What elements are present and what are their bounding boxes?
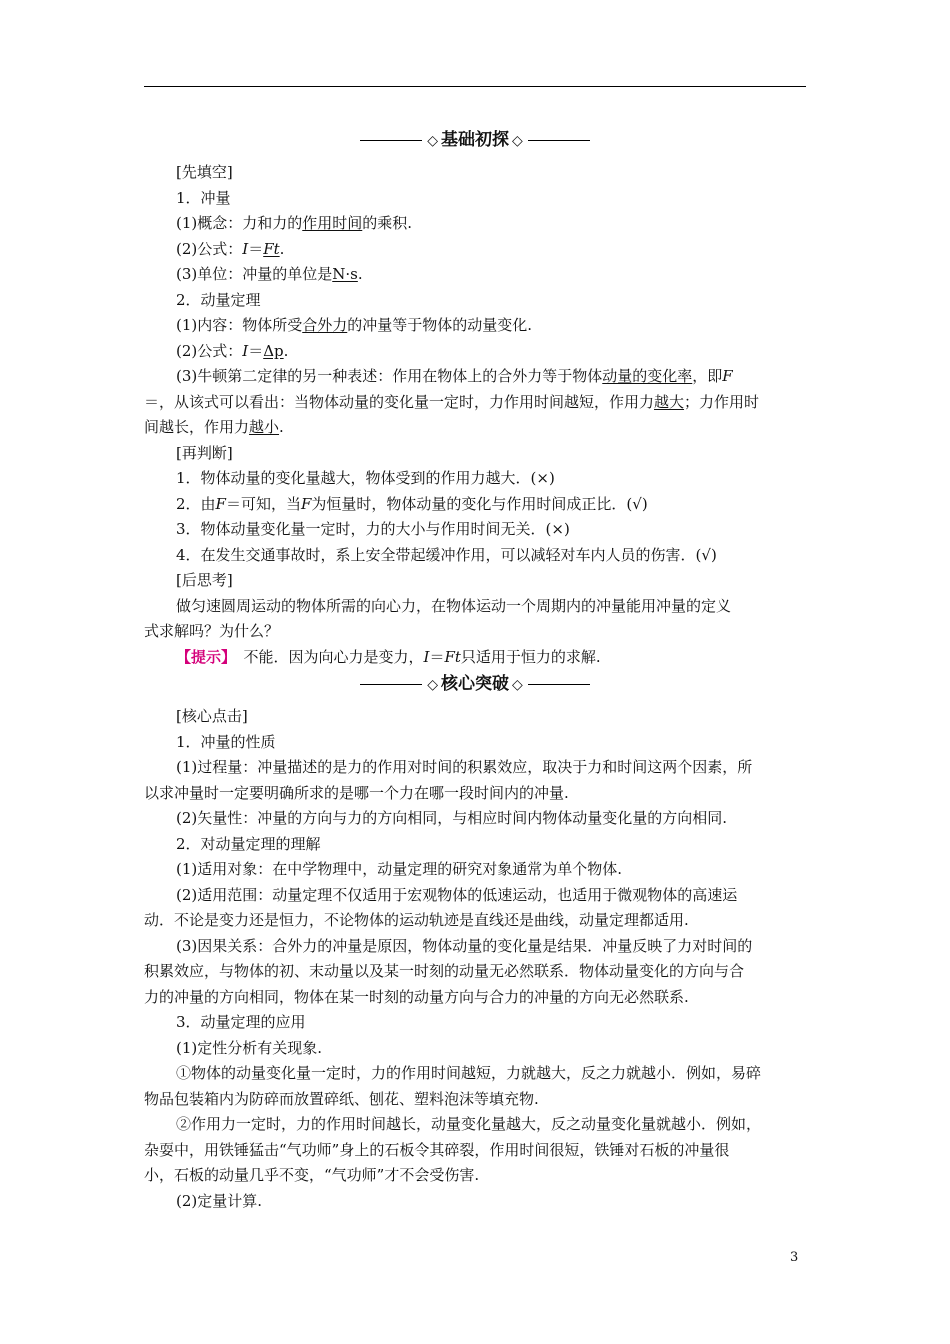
header-rule (144, 86, 806, 87)
heading-dash-left (360, 684, 422, 685)
impulse-heading: 1．冲量 (176, 188, 231, 207)
core-line: (1)适用对象：在中学物理中，动量定理的研究对象通常为单个物体. (176, 860, 623, 878)
think-label: [后思考] (176, 571, 233, 589)
theorem-heading: 2．动量定理 (176, 290, 261, 309)
core-line: (2)定量计算. (176, 1191, 263, 1210)
section-body-core (144, 704, 806, 1214)
impulse-formula: (2)公式：I＝Ft. (176, 239, 285, 258)
core-line: 杂耍中，用铁锤猛击“气功师”身上的石板令其碎裂，作用时间很短，铁锤对石板的冲量很 (144, 1140, 730, 1159)
section-heading-basics (144, 129, 806, 152)
heading-dash-right (528, 140, 590, 141)
hint-line: 【提示】 不能．因为向心力是变力，I＝Ft只适用于恒力的求解. (176, 647, 601, 666)
heading-dash-left (360, 140, 422, 141)
newton-line-2: ＝，从该式可以看出：当物体动量的变化量一定时，力作用时间越短，作用力越大；力作用时 (144, 392, 760, 411)
core-line: ①物体的动量变化量一定时，力的作用时间越短，力就越大，反之力就越小．例如，易碎 (176, 1064, 762, 1082)
core-line: 3．动量定理的应用 (176, 1013, 306, 1031)
diamond-icon: ◇ (427, 677, 438, 693)
impulse-unit: (3)单位：冲量的单位是N·s. (176, 265, 363, 283)
section-heading-core (144, 673, 806, 696)
core-line: ②作用力一定时，力的作用时间越长，动量变化量越大，反之动量变化量就越小．例如， (176, 1115, 762, 1133)
page-number: 3 (790, 1250, 799, 1265)
think-question-2: 式求解吗？为什么？ (144, 622, 280, 640)
judge-label: [再判断] (176, 443, 233, 462)
core-line: 1．冲量的性质 (176, 732, 276, 751)
core-line: 小，石板的动量几乎不变，“气功师”才不会受伤害. (144, 1166, 480, 1184)
fill-label: [先填空] (176, 163, 233, 181)
core-line: 积累效应，与物体的初、末动量以及某一时刻的动量无必然联系．物体动量变化的方向与合 (144, 962, 745, 980)
core-line: (1)过程量：冲量描述的是力的作用对时间的积累效应，取决于力和时间这两个因素，所 (176, 758, 753, 776)
core-line: (2)矢量性：冲量的方向与力的方向相同，与相应时间内物体动量变化量的方向相同. (176, 809, 728, 827)
core-line: 以求冲量时一定要明确所求的是哪一个力在哪一段时间内的冲量. (144, 783, 569, 802)
judge-item-3: 3．物体动量变化量一定时，力的大小与作用时间无关．(×) (176, 520, 570, 538)
judge-item-2: 2．由F＝可知，当F为恒量时，物体动量的变化与作用时间成正比．(√) (176, 494, 648, 513)
section-body-basics (144, 160, 806, 670)
diamond-icon: ◇ (427, 133, 438, 149)
core-line: 力的冲量的方向相同，物体在某一时刻的动量方向与合力的冲量的方向无必然联系. (144, 987, 689, 1006)
core-label: [核心点击] (176, 707, 248, 725)
core-line: (1)定性分析有关现象. (176, 1038, 323, 1057)
theorem-formula: (2)公式：I＝Δp. (176, 341, 289, 360)
judge-item-1: 1．物体动量的变化量越大，物体受到的作用力越大．(×) (176, 469, 555, 487)
section-title: 基础初探 (441, 130, 509, 150)
section-title: 核心突破 (441, 674, 509, 694)
core-line: 2．对动量定理的理解 (176, 834, 321, 853)
newton-line-1: (3)牛顿第二定律的另一种表述：作用在物体上的合外力等于物体动量的变化率，即F (176, 367, 733, 385)
core-line: 物品包装箱内为防碎而放置碎纸、刨花、塑料泡沫等填充物. (144, 1089, 539, 1108)
heading-dash-right (528, 684, 590, 685)
theorem-content: (1)内容：物体所受合外力的冲量等于物体的动量变化. (176, 316, 533, 334)
core-line: 动．不论是变力还是恒力，不论物体的运动轨迹是直线还是曲线，动量定理都适用. (144, 911, 689, 929)
core-line: (3)因果关系：合外力的冲量是原因，物体动量的变化量是结果．冲量反映了力对时间的 (176, 936, 753, 955)
diamond-icon: ◇ (512, 133, 523, 149)
think-question-1: 做匀速圆周运动的物体所需的向心力，在物体运动一个周期内的冲量能用冲量的定义 (176, 596, 732, 615)
judge-item-4: 4．在发生交通事故时，系上安全带起缓冲作用，可以减轻对车内人员的伤害．(√) (176, 545, 717, 564)
hint-label: 【提示】 (176, 647, 229, 666)
diamond-icon: ◇ (512, 677, 523, 693)
impulse-concept: (1)概念：力和力的作用时间的乘积. (176, 214, 413, 232)
newton-line-3: 间越长，作用力越小. (144, 418, 284, 436)
core-line: (2)适用范围：动量定理不仅适用于宏观物体的低速运动，也适用于微观物体的高速运 (176, 885, 738, 904)
